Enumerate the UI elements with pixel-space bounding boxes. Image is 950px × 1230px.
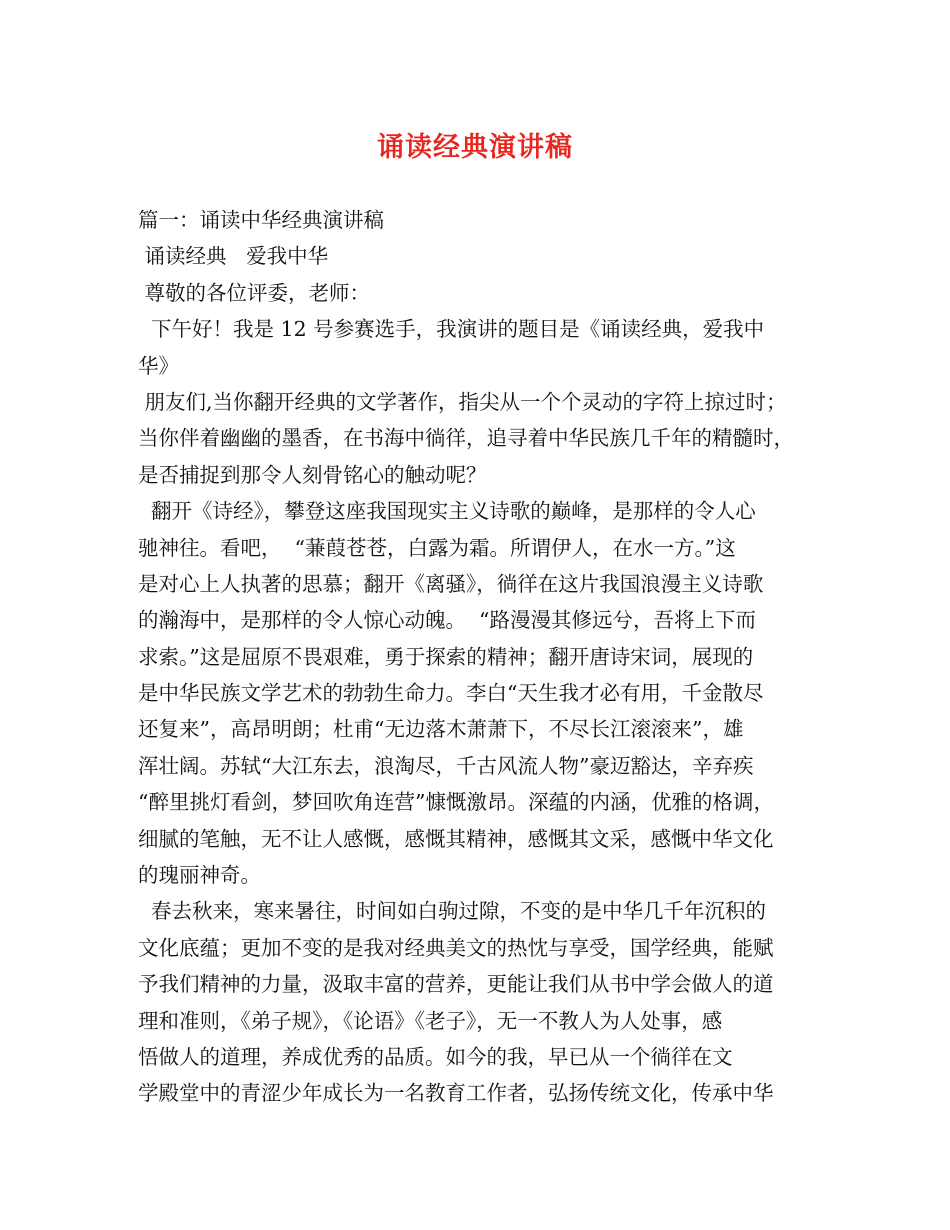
document-body	[138, 202, 828, 1112]
text-line: 浑壮阔。苏轼“大江东去，浪淘尽，千古风流人物”豪迈豁达，辛弃疾	[138, 753, 754, 778]
text-line: 求索。”这是屈原不畏艰难，勇于探索的精神；翻开唐诗宋词，展现的	[138, 644, 754, 669]
text-line: 是中华民族文学艺术的勃勃生命力。李白“天生我才必有用，千金散尽	[138, 681, 764, 706]
text-line: 学殿堂中的青涩少年成长为一名教育工作者，弘扬传统文化，传承中华	[138, 1081, 774, 1106]
text-line: 驰神往。看吧， “蒹葭苍苍，白露为霜。所谓伊人，在水一方。”这	[138, 535, 736, 560]
text-line: 悟做人的道理，养成优秀的品质。如今的我，早已从一个徜徉在文	[138, 1044, 733, 1069]
text-line: 的瑰丽神奇。	[138, 863, 261, 888]
text-line: 翻开《诗经》，攀登这座我国现实主义诗歌的巅峰，是那样的令人心	[138, 499, 756, 524]
document-title: 诵读经典演讲稿	[377, 132, 573, 163]
text-line: 还复来”，高昂明朗；杜甫“无边落木萧萧下，不尽长江滚滚来”，雄	[138, 717, 744, 742]
text-line: “醉里挑灯看剑，梦回吹角连营”慷慨激昂。深蕴的内涵，优雅的格调，	[138, 790, 774, 815]
text-line: 朋友们,当你翻开经典的文学著作，指尖从一个个灵动的字符上掠过时；	[138, 389, 787, 414]
text-line: 予我们精神的力量，汲取丰富的营养，更能让我们从书中学会做人的道	[138, 972, 774, 997]
text-line: 下午好！我是 12 号参赛选手，我演讲的题目是《诵读经典，爱我中	[138, 317, 765, 342]
text-line: 当你伴着幽幽的墨香，在书海中徜徉，追寻着中华民族几千年的精髓时，	[138, 426, 794, 451]
text-line: 诵读经典 爱我中华	[138, 244, 329, 269]
text-line: 春去秋来，寒来暑往，时间如白驹过隙，不变的是中华几千年沉积的	[138, 899, 767, 924]
text-line: 华》	[138, 353, 179, 378]
text-line: 细腻的笔触，无不让人感慨，感慨其精神，感慨其文采，感慨中华文化	[138, 826, 774, 851]
text-line: 是对心上人执著的思慕；翻开《离骚》，徜徉在这片我国浪漫主义诗歌	[138, 571, 764, 596]
text-line: 篇一：诵读中华经典演讲稿	[138, 208, 384, 232]
text-line: 理和准则，《弟子规》，《论语》《老子》，无一不教人为人处事，感	[138, 1008, 723, 1033]
text-line: 的瀚海中，是那样的令人惊心动魄。 “路漫漫其修远兮，吾将上下而	[138, 608, 757, 633]
text-line: 文化底蕴；更加不变的是我对经典美文的热忱与享受，国学经典，能赋	[138, 935, 774, 960]
text-line: 尊敬的各位评委，老师：	[138, 280, 371, 305]
text-line: 是否捕捉到那令人刻骨铭心的触动呢？	[138, 462, 487, 487]
